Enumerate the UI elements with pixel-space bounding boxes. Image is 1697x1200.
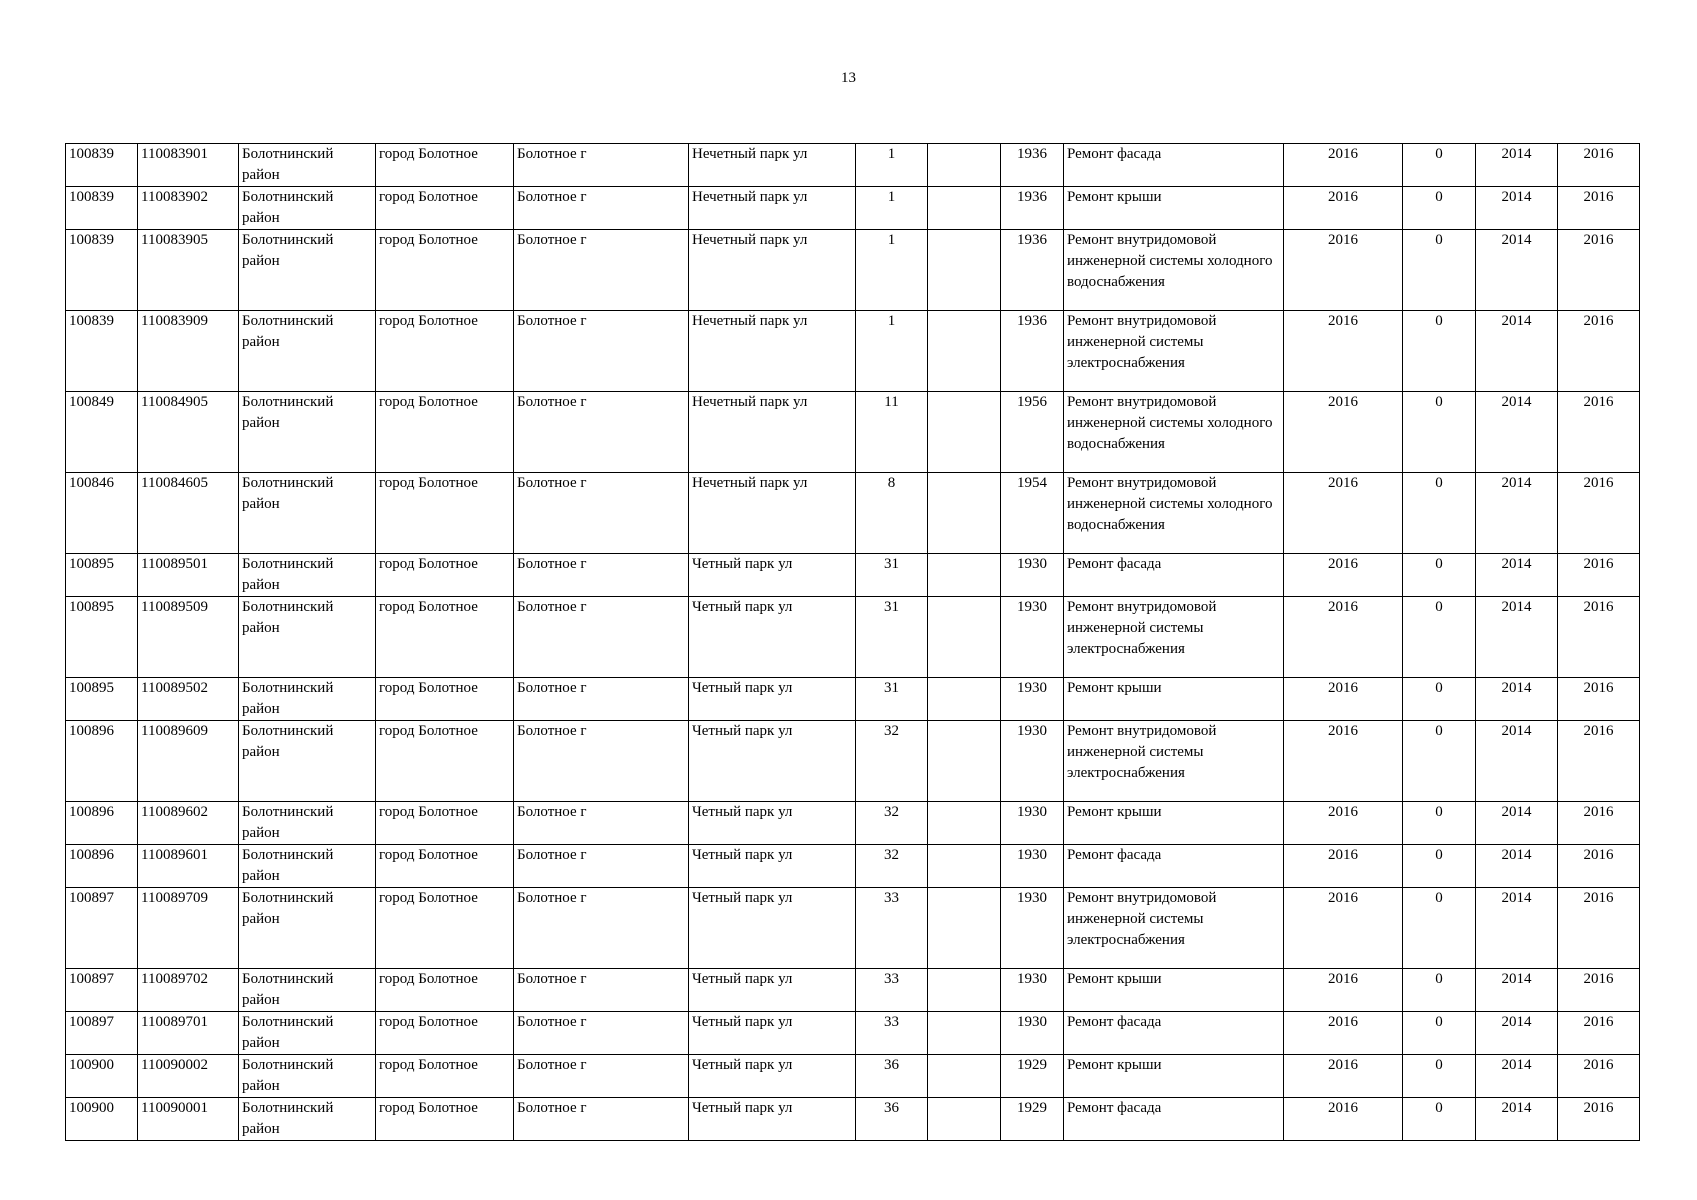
cell-object-id: 110089709 [138,888,239,969]
cell-street: Четный парк ул [689,888,856,969]
cell-start-year: 2014 [1476,1012,1558,1055]
cell-object-id: 110084905 [138,392,239,473]
cell-cost: 0 [1403,888,1476,969]
cell-street: Четный парк ул [689,678,856,721]
cell-locality: Болотное г [514,888,689,969]
cell-building [928,230,1001,311]
cell-plan-year: 2016 [1284,969,1403,1012]
cell-house-number: 1 [856,144,928,187]
cell-plan-year: 2016 [1284,678,1403,721]
cell-cost: 0 [1403,1012,1476,1055]
cell-district: Болотнинский район [239,1012,376,1055]
cell-plan-year: 2016 [1284,888,1403,969]
cell-object-id: 110084605 [138,473,239,554]
cell-house-id: 100895 [66,597,138,678]
cell-district: Болотнинский район [239,187,376,230]
cell-year-built: 1929 [1001,1055,1064,1098]
cell-street: Четный парк ул [689,597,856,678]
cell-start-year: 2014 [1476,392,1558,473]
cell-year-built: 1956 [1001,392,1064,473]
cell-work-type: Ремонт внутридомовой инженерной системы холодного водоснабжения [1064,230,1284,311]
cell-municipality: город Болотное [376,888,514,969]
cell-cost: 0 [1403,392,1476,473]
cell-house-number: 31 [856,554,928,597]
cell-work-type: Ремонт фасада [1064,845,1284,888]
cell-cost: 0 [1403,1055,1476,1098]
cell-object-id: 110089609 [138,721,239,802]
table-row [66,392,1640,473]
cell-house-number: 32 [856,845,928,888]
cell-locality: Болотное г [514,1012,689,1055]
cell-end-year: 2016 [1558,1055,1640,1098]
cell-building [928,1098,1001,1141]
table-row [66,230,1640,311]
cell-end-year: 2016 [1558,1012,1640,1055]
cell-start-year: 2014 [1476,802,1558,845]
cell-plan-year: 2016 [1284,1098,1403,1141]
table-row [66,678,1640,721]
table-body [66,144,1640,1141]
cell-year-built: 1930 [1001,845,1064,888]
cell-plan-year: 2016 [1284,187,1403,230]
cell-work-type: Ремонт внутридомовой инженерной системы холодного водоснабжения [1064,473,1284,554]
cell-municipality: город Болотное [376,1098,514,1141]
cell-locality: Болотное г [514,1098,689,1141]
cell-municipality: город Болотное [376,230,514,311]
table-row [66,969,1640,1012]
cell-object-id: 110083902 [138,187,239,230]
cell-district: Болотнинский район [239,678,376,721]
cell-object-id: 110089502 [138,678,239,721]
cell-cost: 0 [1403,845,1476,888]
cell-building [928,888,1001,969]
cell-municipality: город Болотное [376,721,514,802]
cell-work-type: Ремонт внутридомовой инженерной системы электроснабжения [1064,888,1284,969]
cell-street: Четный парк ул [689,802,856,845]
cell-district: Болотнинский район [239,144,376,187]
cell-building [928,392,1001,473]
table-row [66,888,1640,969]
cell-street: Четный парк ул [689,845,856,888]
cell-building [928,473,1001,554]
cell-street: Нечетный парк ул [689,473,856,554]
cell-end-year: 2016 [1558,888,1640,969]
cell-object-id: 110089509 [138,597,239,678]
cell-work-type: Ремонт фасада [1064,144,1284,187]
cell-end-year: 2016 [1558,473,1640,554]
cell-house-id: 100896 [66,802,138,845]
cell-end-year: 2016 [1558,311,1640,392]
page-number: 13 [841,70,856,86]
cell-district: Болотнинский район [239,554,376,597]
cell-object-id: 110089602 [138,802,239,845]
cell-plan-year: 2016 [1284,473,1403,554]
cell-house-number: 32 [856,721,928,802]
cell-house-number: 31 [856,678,928,721]
cell-start-year: 2014 [1476,845,1558,888]
table-row [66,1055,1640,1098]
cell-house-number: 1 [856,230,928,311]
cell-house-id: 100849 [66,392,138,473]
cell-locality: Болотное г [514,554,689,597]
cell-district: Болотнинский район [239,721,376,802]
cell-object-id: 110090002 [138,1055,239,1098]
cell-building [928,802,1001,845]
cell-plan-year: 2016 [1284,144,1403,187]
cell-house-number: 11 [856,392,928,473]
cell-plan-year: 2016 [1284,721,1403,802]
cell-end-year: 2016 [1558,597,1640,678]
cell-plan-year: 2016 [1284,554,1403,597]
cell-house-id: 100897 [66,1012,138,1055]
table-row [66,554,1640,597]
cell-work-type: Ремонт фасада [1064,1098,1284,1141]
cell-house-number: 33 [856,969,928,1012]
cell-object-id: 110089702 [138,969,239,1012]
cell-house-id: 100896 [66,845,138,888]
cell-year-built: 1936 [1001,144,1064,187]
cell-work-type: Ремонт крыши [1064,802,1284,845]
cell-year-built: 1930 [1001,597,1064,678]
cell-start-year: 2014 [1476,969,1558,1012]
cell-district: Болотнинский район [239,845,376,888]
cell-district: Болотнинский район [239,230,376,311]
cell-plan-year: 2016 [1284,392,1403,473]
cell-district: Болотнинский район [239,392,376,473]
cell-year-built: 1954 [1001,473,1064,554]
cell-year-built: 1930 [1001,888,1064,969]
cell-house-number: 33 [856,888,928,969]
cell-street: Нечетный парк ул [689,392,856,473]
cell-start-year: 2014 [1476,230,1558,311]
cell-building [928,311,1001,392]
cell-building [928,969,1001,1012]
cell-locality: Болотное г [514,392,689,473]
cell-work-type: Ремонт крыши [1064,969,1284,1012]
cell-object-id: 110083909 [138,311,239,392]
cell-municipality: город Болотное [376,554,514,597]
cell-cost: 0 [1403,802,1476,845]
cell-street: Нечетный парк ул [689,144,856,187]
cell-municipality: город Болотное [376,845,514,888]
cell-cost: 0 [1403,1098,1476,1141]
cell-cost: 0 [1403,311,1476,392]
cell-start-year: 2014 [1476,554,1558,597]
cell-locality: Болотное г [514,473,689,554]
cell-building [928,1012,1001,1055]
cell-cost: 0 [1403,678,1476,721]
cell-cost: 0 [1403,554,1476,597]
cell-building [928,678,1001,721]
cell-work-type: Ремонт внутридомовой инженерной системы электроснабжения [1064,597,1284,678]
cell-district: Болотнинский район [239,1055,376,1098]
cell-year-built: 1930 [1001,1012,1064,1055]
cell-house-id: 100900 [66,1098,138,1141]
cell-house-id: 100839 [66,144,138,187]
cell-end-year: 2016 [1558,187,1640,230]
cell-work-type: Ремонт крыши [1064,1055,1284,1098]
cell-house-id: 100897 [66,969,138,1012]
cell-plan-year: 2016 [1284,597,1403,678]
cell-cost: 0 [1403,144,1476,187]
cell-building [928,845,1001,888]
cell-house-number: 36 [856,1055,928,1098]
cell-year-built: 1930 [1001,969,1064,1012]
cell-start-year: 2014 [1476,888,1558,969]
cell-start-year: 2014 [1476,678,1558,721]
cell-work-type: Ремонт внутридомовой инженерной системы электроснабжения [1064,721,1284,802]
cell-locality: Болотное г [514,144,689,187]
cell-cost: 0 [1403,473,1476,554]
cell-house-number: 32 [856,802,928,845]
cell-start-year: 2014 [1476,1098,1558,1141]
cell-cost: 0 [1403,230,1476,311]
cell-district: Болотнинский район [239,597,376,678]
cell-end-year: 2016 [1558,721,1640,802]
cell-plan-year: 2016 [1284,1055,1403,1098]
cell-municipality: город Болотное [376,1055,514,1098]
cell-end-year: 2016 [1558,554,1640,597]
cell-municipality: город Болотное [376,473,514,554]
table-row [66,597,1640,678]
cell-plan-year: 2016 [1284,1012,1403,1055]
table-row [66,473,1640,554]
cell-end-year: 2016 [1558,1098,1640,1141]
cell-year-built: 1930 [1001,802,1064,845]
cell-plan-year: 2016 [1284,230,1403,311]
cell-house-id: 100897 [66,888,138,969]
cell-cost: 0 [1403,721,1476,802]
cell-house-id: 100900 [66,1055,138,1098]
cell-end-year: 2016 [1558,392,1640,473]
cell-locality: Болотное г [514,311,689,392]
cell-municipality: город Болотное [376,678,514,721]
cell-locality: Болотное г [514,230,689,311]
cell-start-year: 2014 [1476,144,1558,187]
cell-start-year: 2014 [1476,721,1558,802]
cell-district: Болотнинский район [239,802,376,845]
cell-street: Четный парк ул [689,554,856,597]
cell-cost: 0 [1403,597,1476,678]
cell-building [928,721,1001,802]
cell-plan-year: 2016 [1284,802,1403,845]
cell-locality: Болотное г [514,678,689,721]
table-row [66,1012,1640,1055]
cell-locality: Болотное г [514,802,689,845]
cell-object-id: 110090001 [138,1098,239,1141]
cell-street: Четный парк ул [689,721,856,802]
cell-year-built: 1930 [1001,721,1064,802]
cell-house-id: 100896 [66,721,138,802]
cell-street: Нечетный парк ул [689,230,856,311]
cell-object-id: 110083901 [138,144,239,187]
cell-municipality: город Болотное [376,802,514,845]
cell-municipality: город Болотное [376,1012,514,1055]
cell-work-type: Ремонт крыши [1064,678,1284,721]
cell-building [928,187,1001,230]
cell-work-type: Ремонт внутридомовой инженерной системы холодного водоснабжения [1064,392,1284,473]
cell-plan-year: 2016 [1284,845,1403,888]
cell-cost: 0 [1403,969,1476,1012]
cell-start-year: 2014 [1476,597,1558,678]
cell-locality: Болотное г [514,1055,689,1098]
cell-house-id: 100839 [66,311,138,392]
cell-house-id: 100839 [66,230,138,311]
cell-end-year: 2016 [1558,845,1640,888]
cell-street: Четный парк ул [689,1055,856,1098]
cell-municipality: город Болотное [376,311,514,392]
cell-locality: Болотное г [514,597,689,678]
cell-end-year: 2016 [1558,678,1640,721]
cell-object-id: 110089501 [138,554,239,597]
cell-locality: Болотное г [514,187,689,230]
cell-locality: Болотное г [514,845,689,888]
cell-house-id: 100846 [66,473,138,554]
cell-district: Болотнинский район [239,473,376,554]
cell-locality: Болотное г [514,721,689,802]
cell-street: Четный парк ул [689,1012,856,1055]
cell-house-number: 1 [856,311,928,392]
cell-end-year: 2016 [1558,144,1640,187]
cell-end-year: 2016 [1558,969,1640,1012]
cell-house-number: 36 [856,1098,928,1141]
cell-plan-year: 2016 [1284,311,1403,392]
cell-district: Болотнинский район [239,888,376,969]
cell-municipality: город Болотное [376,187,514,230]
table-row [66,1098,1640,1141]
cell-municipality: город Болотное [376,392,514,473]
cell-building [928,144,1001,187]
cell-municipality: город Болотное [376,969,514,1012]
cell-street: Нечетный парк ул [689,311,856,392]
cell-house-id: 100839 [66,187,138,230]
table-row [66,845,1640,888]
cell-cost: 0 [1403,187,1476,230]
cell-year-built: 1936 [1001,230,1064,311]
cell-work-type: Ремонт фасада [1064,554,1284,597]
cell-house-number: 8 [856,473,928,554]
cell-year-built: 1930 [1001,554,1064,597]
cell-start-year: 2014 [1476,311,1558,392]
table-row [66,802,1640,845]
cell-start-year: 2014 [1476,1055,1558,1098]
cell-start-year: 2014 [1476,187,1558,230]
cell-municipality: город Болотное [376,144,514,187]
cell-building [928,597,1001,678]
cell-locality: Болотное г [514,969,689,1012]
cell-street: Четный парк ул [689,1098,856,1141]
cell-street: Четный парк ул [689,969,856,1012]
cell-year-built: 1929 [1001,1098,1064,1141]
cell-work-type: Ремонт внутридомовой инженерной системы электроснабжения [1064,311,1284,392]
cell-district: Болотнинский район [239,1098,376,1141]
table-row [66,721,1640,802]
cell-end-year: 2016 [1558,230,1640,311]
cell-object-id: 110083905 [138,230,239,311]
cell-district: Болотнинский район [239,969,376,1012]
cell-house-id: 100895 [66,554,138,597]
cell-work-type: Ремонт крыши [1064,187,1284,230]
cell-house-number: 33 [856,1012,928,1055]
cell-street: Нечетный парк ул [689,187,856,230]
table-row [66,187,1640,230]
cell-object-id: 110089601 [138,845,239,888]
cell-district: Болотнинский район [239,311,376,392]
cell-year-built: 1936 [1001,311,1064,392]
table-row [66,144,1640,187]
cell-end-year: 2016 [1558,802,1640,845]
cell-house-number: 31 [856,597,928,678]
cell-house-id: 100895 [66,678,138,721]
repair-register-table [65,143,1640,1141]
cell-building [928,1055,1001,1098]
cell-year-built: 1930 [1001,678,1064,721]
cell-building [928,554,1001,597]
cell-start-year: 2014 [1476,473,1558,554]
cell-house-number: 1 [856,187,928,230]
cell-work-type: Ремонт фасада [1064,1012,1284,1055]
cell-year-built: 1936 [1001,187,1064,230]
cell-municipality: город Болотное [376,597,514,678]
cell-object-id: 110089701 [138,1012,239,1055]
table-row [66,311,1640,392]
